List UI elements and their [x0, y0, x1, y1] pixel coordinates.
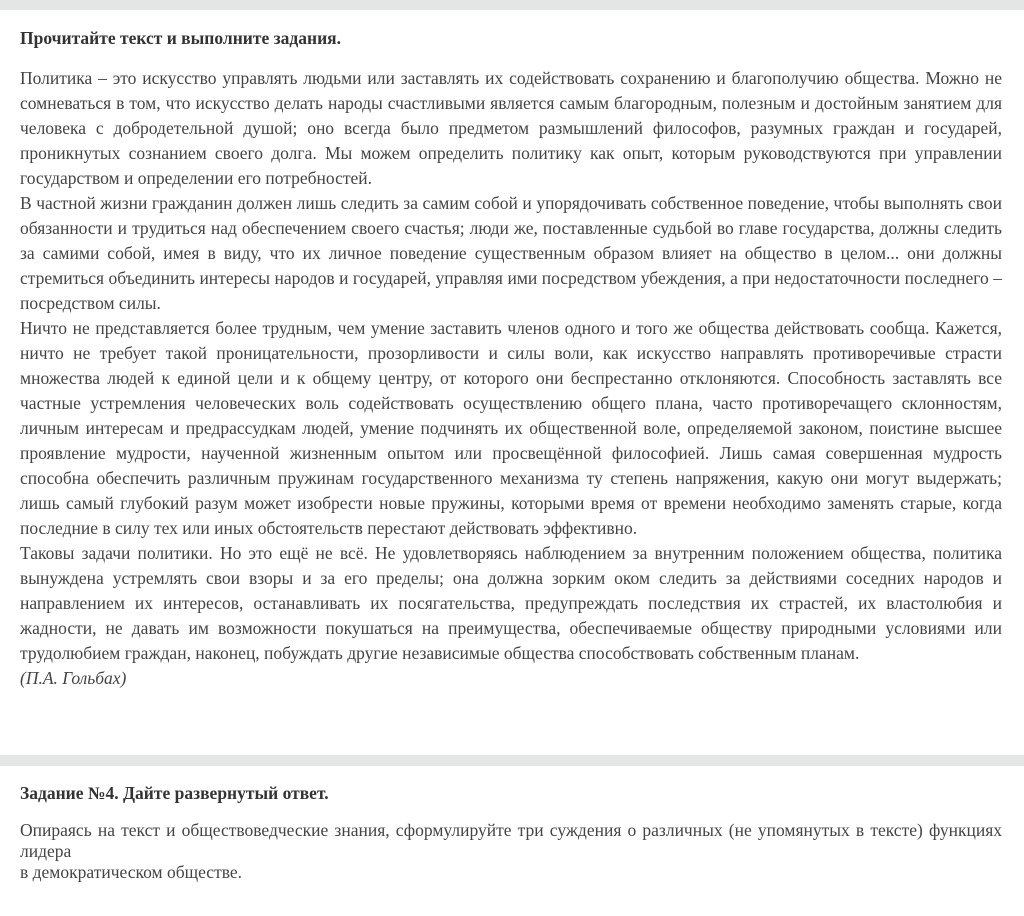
task-description	[20, 820, 1002, 883]
reading-block	[20, 27, 1002, 691]
task-line-1: Опираясь на текст и обществоведческие знания, сформулируйте три суждения о различных (не упомянутых в тексте) функциях лидера	[20, 820, 1002, 861]
top-divider-strip	[0, 0, 1024, 10]
text-author: (П.А. Гольбах)	[20, 668, 127, 688]
text-paragraph-4: Таковы задачи политики. Но это ещё не всё. Не удовлетворяясь наблюдением за внутренним положением общества, политика вынуждена устремлять свои взоры и за его пределы; она должна зорким оком следить за действиями соседних народов и направлением их интересов, останавливать их посягательства, предупреждать последствия их страстей, их властолюбия и жадности, не давать им возможности покушаться на преимущества, обеспечиваемые обществу природными условиями или трудолюбием граждан, наконец, побуждать другие независимые общества способствовать собственным планам.	[20, 543, 1002, 663]
text-paragraph-2: В частной жизни гражданин должен лишь следить за самим собой и упорядочивать собственное поведение, чтобы выполнять свои обязанности и трудиться над обеспечением своего счастья; люди же, поставленные судьбой во главе государства, должны следить за самими собой, имея в виду, что их личное поведение существенным образом влияет на общество в целом... они должны стремиться объединить интересы народов и государей, управляя ими посредством убеждения, а при недостаточности последнего – посредством силы.	[20, 193, 1002, 313]
text-paragraph-3: Ничто не представляется более трудным, чем умение заставить членов одного и того же общества действовать сообща. Кажется, ничто не требует такой проницательности, прозорливости и силы воли, как искусство направлять противоречивые страсти множества людей к единой цели и к общему центру, от которого они беспрестанно отклоняются. Способность заставлять все частные устремления человеческих воль содействовать осуществлению общего плана, часто противоречащего склонностям, личным интересам и предрассудкам людей, умение подчинять их общественной воле, определяемой законом, поистине высшее проявление мудрости, наученной жизненным опытом или просвещённой философией. Лишь самая совершенная мудрость способна обеспечить различным пружинам государственного механизма ту степень напряжения, какую они могут выдержать; лишь самый глубокий разум может изобрести новые пружины, которыми время от времени необходимо заменять старые, когда последние в силу тех или иных обстоятельств перестают действовать эффективно.	[20, 318, 1002, 538]
section-divider-strip	[0, 755, 1024, 766]
task-line-2: в демократическом обществе.	[20, 862, 243, 882]
text-paragraph-1: Политика – это искусство управлять людьми или заставлять их содействовать сохранению и благополучию общества. Можно не сомневаться в том, что искусство делать народы счастливыми является самым благородным, полезным и достойным занятием для человека с добродетельной душой; оно всегда было предметом размышлений философов, разумных граждан и государей, проникнутых сознанием своего долга. Мы можем определить политику как опыт, которым руководствуются при управлении государством и определении его потребностей.	[20, 68, 1002, 188]
task-block	[20, 782, 1002, 883]
task-heading: Задание №4. Дайте развернутый ответ.	[20, 783, 329, 803]
source-text	[20, 66, 1002, 691]
reading-heading: Прочитайте текст и выполните задания.	[20, 28, 342, 48]
